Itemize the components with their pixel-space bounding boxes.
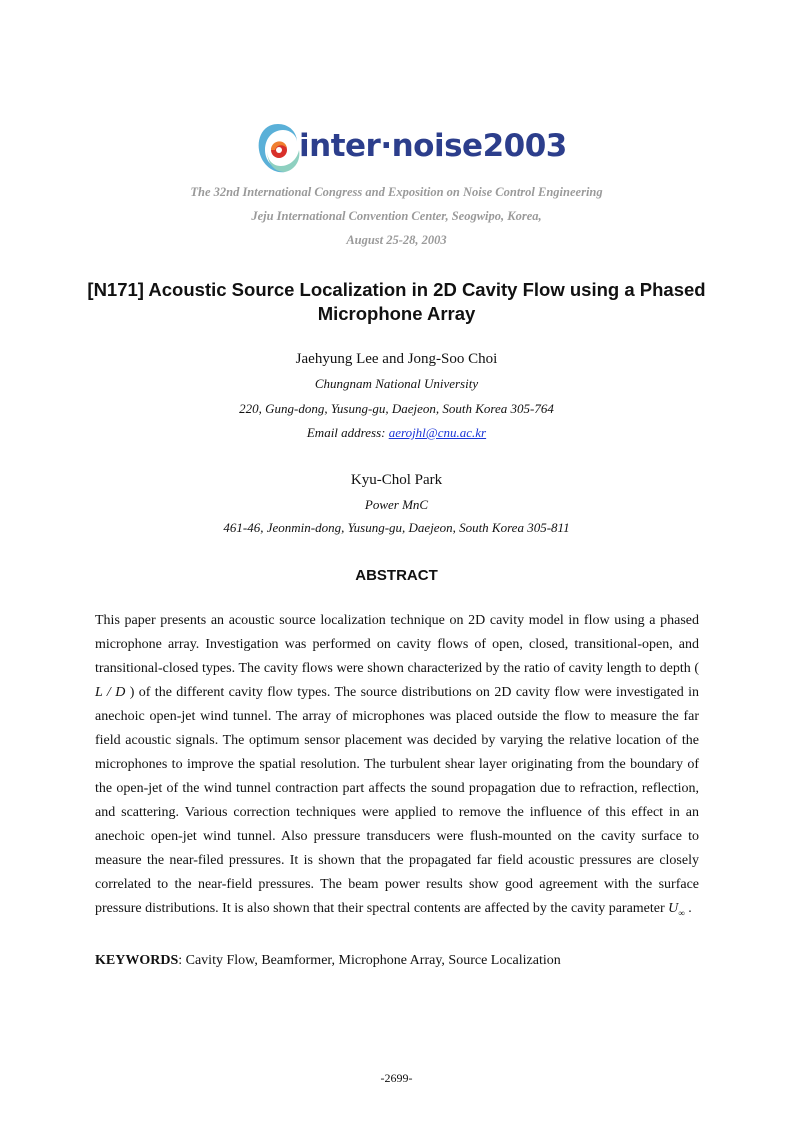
author-names-2: Kyu-Chol Park xyxy=(350,472,443,488)
author-email-line xyxy=(0,425,793,441)
math-u-base: U xyxy=(668,901,679,916)
abstract-text-1: This paper presents an acoustic source localization technique on 2D cavity model in flow using a phased microphone array. Investigation was performed on cavity flows of open, closed, transitional-open, and transitional-closed types. The cavity flows were shown characterized by the ratio of cavity length to depth ( xyxy=(95,613,699,676)
conference-logo xyxy=(255,118,567,178)
author-names-1: Jaehyung Lee and Jong-Soo Choi xyxy=(295,351,498,367)
keywords-label: KEYWORDS xyxy=(95,953,179,968)
abstract-text-2: ) of the different cavity flow types. The source distributions on 2D cavity flow were investigated in anechoic open-jet wind tunnel. The array of microphones was placed outside the flow to measure the far field acoustic signals. The optimum sensor placement was decided by varying the relative location of the microphones to improve the spatial resolution. The turbulent shear layer originating from the boundary of the open-jet of the wind tunnel contraction part affects the sound propagation due to refraction, reflection, and scattering. Various correction techniques were applied to remove the influence of this effect in an anechoic open-jet wind tunnel. Also pressure transducers were flush-mounted on the cavity surface to measure the near-filed pressures. It is shown that the propagated far field acoustic pressures are closely correlated to the near-field pressures. The beam power results show good agreement with the surface pressure distributions. It is also shown that their spectral contents are affected by the cavity parameter xyxy=(95,685,699,916)
keywords-line xyxy=(95,951,561,971)
math-u-infinity xyxy=(668,901,685,916)
author-institution-1: Chungnam National University xyxy=(314,376,479,391)
logo-wordmark: inter·noise2003 xyxy=(299,128,567,164)
author-address-1: 220, Gung-dong, Yusung-gu, Daejeon, South Korea 305-764 xyxy=(239,401,554,416)
paper-title: [N171] Acoustic Source Localization in 2D Cavity Flow using a Phased Microphone Array xyxy=(87,279,706,324)
email-label: Email address: xyxy=(306,425,389,440)
math-l-over-d: L / D xyxy=(95,685,126,700)
keywords-text: : Cavity Flow, Beamformer, Microphone Array, Source Localization xyxy=(178,953,561,968)
conference-dates: August 25-28, 2003 xyxy=(346,233,447,247)
author-address-2: 461-46, Jeonmin-dong, Yusung-gu, Daejeon, South Korea 305-811 xyxy=(223,520,570,535)
conference-name: The 32nd International Congress and Exposition on Noise Control Engineering xyxy=(190,185,603,199)
swirl-logo-icon xyxy=(255,120,301,178)
abstract-body xyxy=(95,609,699,925)
abstract-text-3: . xyxy=(684,901,692,916)
conference-venue: Jeju International Convention Center, Seogwipo, Korea, xyxy=(251,209,542,223)
email-link[interactable]: aerojhl@cnu.ac.kr xyxy=(388,425,487,440)
math-infinity-subscript: ∞ xyxy=(678,907,685,918)
author-institution-2: Power MnC xyxy=(364,497,429,512)
page-number: -2699- xyxy=(380,1071,413,1085)
abstract-heading: ABSTRACT xyxy=(355,567,438,584)
